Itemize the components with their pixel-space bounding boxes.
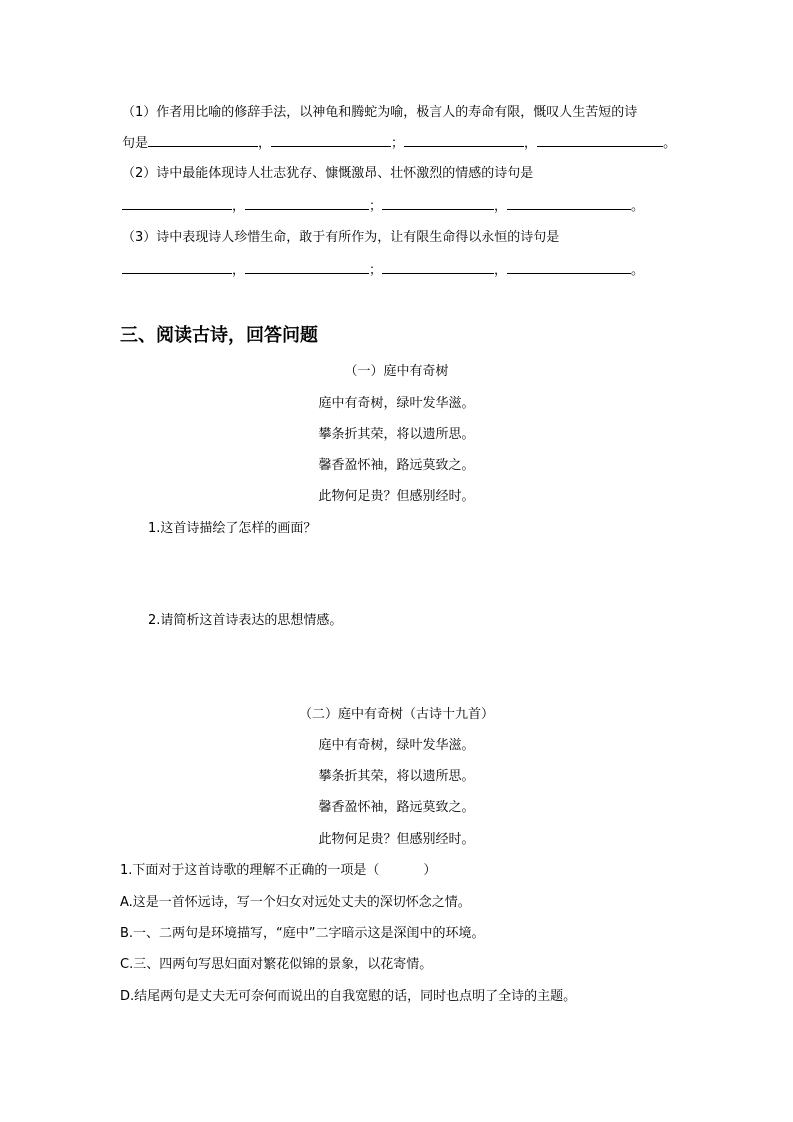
comma: ， — [232, 263, 246, 278]
mc-option-d: D.结尾两句是丈夫无可奈何而说出的自我宽慰的话，同时也点明了全诗的主题。 — [120, 989, 577, 1004]
mc-option-a: A.这是一首怀远诗，写一个妇女对远处丈夫的深切怀念之情。 — [120, 895, 471, 910]
comma: ， — [494, 199, 508, 214]
answer-blank[interactable] — [122, 197, 232, 210]
period: 。 — [631, 199, 645, 214]
poem-1-line: 馨香盈怀袖，路远莫致之。 — [318, 458, 475, 473]
answer-blank[interactable] — [507, 197, 631, 210]
fill-question-3-answer-line — [122, 261, 644, 280]
poem-1-line: 此物何足贵？但感别经时。 — [318, 489, 475, 504]
answer-blank[interactable] — [537, 134, 663, 147]
answer-blank[interactable] — [382, 261, 494, 274]
poem-2-line: 馨香盈怀袖，路远莫致之。 — [318, 800, 475, 815]
semicolon: ； — [391, 136, 405, 151]
mc-option-b: B.一、二两句是环境描写，“庭中”二字暗示这是深闺中的环境。 — [120, 926, 485, 941]
mc-question-text: 1.下面对于这首诗歌的理解不正确的一项是（ — [120, 863, 380, 878]
poem-1-line: 庭中有奇树，绿叶发华滋。 — [318, 396, 475, 411]
answer-blank[interactable] — [245, 197, 369, 210]
mc-option-c: C.三、四两句写思妇面对繁花似锦的景象，以花寄情。 — [120, 957, 433, 972]
period: 。 — [663, 136, 677, 151]
poem-1-question-2: 2.请简析这首诗表达的思想情感。 — [148, 613, 343, 628]
poem-2-line: 此物何足贵？但感别经时。 — [318, 832, 475, 847]
comma: ， — [494, 263, 508, 278]
comma: ， — [258, 136, 272, 151]
answer-blank[interactable] — [122, 261, 232, 274]
poem-2-title: （二）庭中有奇树（古诗十九首） — [298, 707, 494, 722]
answer-blank[interactable] — [148, 134, 258, 147]
mc-question-stem — [120, 862, 436, 880]
answer-blank[interactable] — [245, 261, 369, 274]
comma: ， — [524, 136, 538, 151]
fill-question-2-prompt: （2）诗中最能体现诗人壮志犹存、慷慨激昂、壮怀激烈的情感的诗句是 — [122, 166, 534, 181]
answer-blank[interactable] — [271, 134, 391, 147]
fill-question-3-prompt: （3）诗中表现诗人珍惜生命，敢于有所作为，让有限生命得以永恒的诗句是 — [122, 230, 560, 245]
poem-2-line: 攀条折其荣，将以遗所思。 — [318, 769, 475, 784]
fill-question-1-lead: 句是 — [122, 136, 149, 151]
fill-question-1-prompt: （1）作者用比喻的修辞手法，以神龟和腾蛇为喻，极言人的寿命有限，慨叹人生苦短的诗 — [122, 105, 638, 120]
answer-blank[interactable] — [404, 134, 524, 147]
fill-question-2-answer-line — [122, 197, 644, 216]
fill-question-1-answer-line — [122, 134, 676, 153]
semicolon: ； — [369, 263, 383, 278]
answer-blank[interactable] — [382, 197, 494, 210]
poem-1-question-1: 1.这首诗描绘了怎样的画面？ — [148, 521, 317, 536]
section-heading: 三、阅读古诗，回答问题 — [120, 325, 318, 346]
comma: ， — [232, 199, 246, 214]
poem-2-line: 庭中有奇树，绿叶发华滋。 — [318, 738, 475, 753]
semicolon: ； — [369, 199, 383, 214]
mc-question-close: ） — [423, 863, 437, 878]
poem-1-line: 攀条折其荣，将以遗所思。 — [318, 427, 475, 442]
poem-1-title: （一）庭中有奇树 — [344, 364, 449, 379]
period: 。 — [631, 263, 645, 278]
answer-blank[interactable] — [507, 261, 631, 274]
